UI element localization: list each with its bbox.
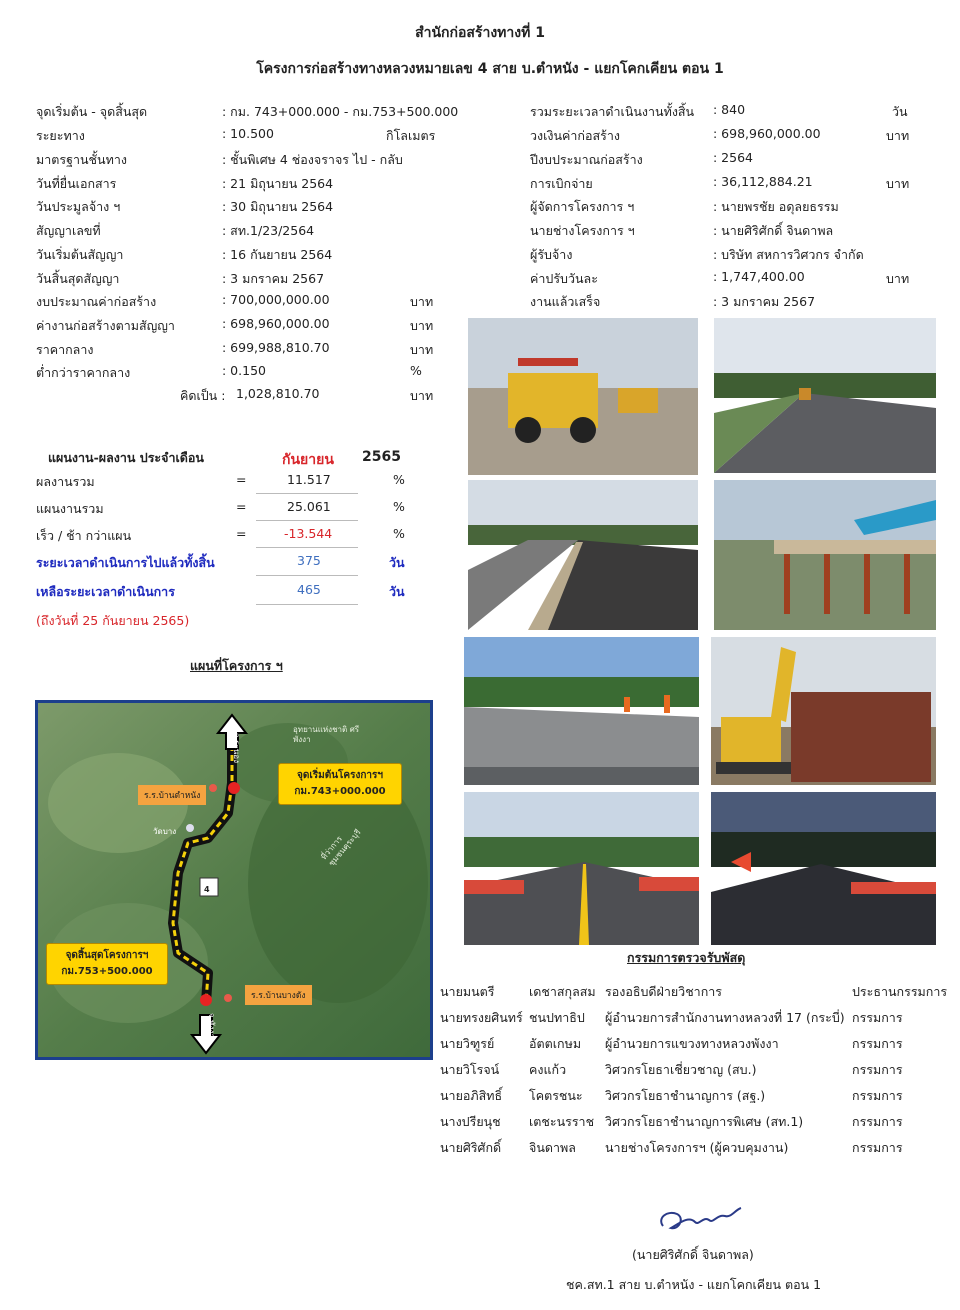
- divider: [256, 493, 358, 494]
- end-callout-title: จุดสิ้นสุดโครงการฯ: [65, 950, 149, 961]
- info-label: งานแล้วเสร็จ: [530, 294, 601, 309]
- divider: [256, 547, 358, 548]
- member-first-name: นายทรงยศินทร์: [440, 1010, 523, 1025]
- end-callout: [46, 943, 168, 985]
- info-label: วันเริ่มต้นสัญญา: [36, 247, 124, 262]
- school-tag-1: ร.ร.บ้านตำหนัง: [138, 785, 206, 805]
- member-first-name: นายอภิสิทธิ์: [440, 1088, 503, 1103]
- remaining-value: 465: [297, 582, 321, 597]
- plan-row-value: -13.544: [284, 526, 333, 541]
- info-unit: บาท: [410, 294, 434, 309]
- construction-photo-excavator: [711, 637, 936, 785]
- info-value: : นายพรชัย อดุลยธรรม: [713, 199, 839, 214]
- construction-photo-roller: [468, 318, 698, 475]
- info-label: ราคากลาง: [36, 342, 94, 357]
- member-role: กรรมการ: [852, 1036, 903, 1051]
- left-info-row: [36, 292, 446, 312]
- info-value: : ชั้นพิเศษ 4 ช่องจราจร ไป - กลับ: [222, 152, 403, 167]
- plan-row-label: เร็ว / ช้า กว่าแผน: [36, 528, 132, 543]
- member-position: วิศวกรโยธาเชี่ยวชาญ (สบ.): [605, 1062, 757, 1077]
- info-label: วันประมูลจ้าง ฯ: [36, 199, 121, 214]
- right-info-row: [530, 102, 915, 122]
- info-label: มาตรฐานชั้นทาง: [36, 152, 127, 167]
- right-info-row: [530, 174, 915, 194]
- right-info-row: [530, 126, 915, 146]
- info-value: : 30 มิถุนายน 2564: [222, 199, 334, 214]
- signature-image: [655, 1196, 745, 1238]
- plan-year: 2565: [362, 449, 401, 465]
- info-label: ค่าปรับวันละ: [530, 271, 598, 286]
- temple-label: วัดบาง: [153, 827, 177, 836]
- plan-row-unit: %: [393, 472, 405, 487]
- east-label: ที่ว่าการ ชุมชนคุระบุรี: [319, 827, 363, 868]
- plan-row-eq: =: [236, 499, 247, 514]
- project-title: โครงการก่อสร้างทางหลวงหมายเลข 4 สาย บ.ตำหนัง - แยกโคกเคียน ตอน 1: [256, 61, 724, 77]
- signer-name: (นายศิริศักดิ์ จินดาพล): [632, 1247, 754, 1262]
- member-role: กรรมการ: [852, 1140, 903, 1155]
- info-value: : 36,112,884.21: [713, 174, 813, 189]
- start-callout-title: จุดเริ่มต้นโครงการฯ: [296, 770, 384, 781]
- info-label: ค่างานก่อสร้างตามสัญญา: [36, 318, 175, 333]
- divider: [256, 520, 358, 521]
- right-info-row: [530, 292, 915, 312]
- info-value: : 700,000,000.00: [222, 292, 330, 307]
- right-info-row: [530, 245, 915, 265]
- info-label: วงเงินค่าก่อสร้าง: [530, 128, 620, 143]
- info-label: จุดเริ่มต้น - จุดสิ้นสุด: [36, 104, 148, 119]
- diff-unit: บาท: [410, 388, 434, 403]
- member-last-name: เดชาสกุลสม: [529, 984, 596, 999]
- info-value: : กม. 743+000.000 - กม.753+500.000: [222, 104, 459, 119]
- right-info-row: [530, 269, 915, 289]
- member-role: กรรมการ: [852, 1114, 903, 1129]
- left-info-row: [36, 269, 446, 289]
- office-title: สำนักก่อสร้างทางที่ 1: [415, 25, 545, 41]
- info-value: : 0.150: [222, 363, 266, 378]
- elapsed-label: ระยะเวลาดำเนินการไปแล้วทั้งสิ้น: [36, 555, 215, 570]
- info-value: : 1,747,400.00: [713, 269, 805, 284]
- info-unit: บาท: [410, 342, 434, 357]
- info-label: งบประมาณค่าก่อสร้าง: [36, 294, 157, 309]
- plan-row-label: ผลงานรวม: [36, 474, 95, 489]
- end-callout-km: กม.753+500.000: [61, 966, 153, 977]
- start-callout: [278, 763, 402, 805]
- info-unit: บาท: [886, 176, 910, 191]
- south-direction-label: จ.พังงา: [207, 1013, 216, 1038]
- info-value: : 699,988,810.70: [222, 340, 330, 355]
- left-info-row: [36, 150, 446, 170]
- member-role: กรรมการ: [852, 1088, 903, 1103]
- plan-row-value: 25.061: [287, 499, 331, 514]
- info-unit: บาท: [886, 128, 910, 143]
- left-info-row: [36, 102, 459, 122]
- info-value: : 3 มกราคม 2567: [222, 271, 325, 286]
- member-role: ประธานกรรมการ: [852, 984, 948, 999]
- elapsed-unit: วัน: [389, 555, 405, 570]
- plan-month: กันยายน: [282, 452, 334, 468]
- school-tag-2: ร.ร.บ้านบางดัง: [245, 985, 312, 1005]
- info-value: : 2564: [713, 150, 753, 165]
- footer-text: ชค.สท.1 สาย บ.ตำหนัง - แยกโคกเคียน ตอน 1: [566, 1277, 822, 1292]
- construction-photo-night-road: [711, 792, 936, 945]
- plan-row-value: 11.517: [287, 472, 331, 487]
- member-last-name: คงแก้ว: [529, 1062, 567, 1077]
- left-info-row: [36, 174, 446, 194]
- member-first-name: นางปรียนุช: [440, 1114, 501, 1129]
- info-value: : 3 มกราคม 2567: [713, 294, 816, 309]
- info-value: : 840: [713, 102, 746, 117]
- member-role: กรรมการ: [852, 1010, 903, 1025]
- park-label: อุทยานแห่งชาติ ศรีพังงา: [293, 725, 360, 744]
- left-info-row: [36, 126, 446, 146]
- member-position: นายช่างโครงการฯ (ผู้ควบคุมงาน): [605, 1140, 789, 1155]
- member-last-name: เตชะนรราช: [529, 1114, 595, 1129]
- info-value: : สท.1/23/2564: [222, 223, 315, 238]
- left-info-row: [36, 340, 446, 360]
- left-info-row: [36, 316, 446, 336]
- diff-row: [180, 386, 440, 406]
- member-position: รองอธิบดีฝ่ายวิชาการ: [605, 984, 723, 999]
- remaining-label: เหลือระยะเวลาดำเนินการ: [36, 584, 175, 599]
- info-label: ระยะทาง: [36, 128, 85, 143]
- left-info-row: [36, 245, 446, 265]
- plan-row-eq: =: [236, 526, 247, 541]
- construction-photo-finished-road: [464, 792, 699, 945]
- info-unit: กิโลเมตร: [386, 128, 436, 143]
- info-value: : บริษัท สหการวิศวกร จำกัด: [713, 247, 864, 262]
- info-unit: บาท: [410, 318, 434, 333]
- construction-photo-paved-road: [714, 318, 936, 473]
- member-position: วิศวกรโยธาชำนาญการพิเศษ (สท.1): [605, 1114, 804, 1129]
- info-label: ปีงบประมาณก่อสร้าง: [530, 152, 643, 167]
- diff-label: คิดเป็น :: [180, 388, 226, 403]
- member-position: ผู้อำนวยการแขวงทางหลวงพังงา: [605, 1036, 779, 1051]
- divider: [256, 604, 358, 605]
- member-position: ผู้อำนวยการสำนักงานทางหลวงที่ 17 (กระบี่): [605, 1010, 845, 1025]
- plan-row-label: แผนงานรวม: [36, 501, 104, 516]
- info-unit: วัน: [892, 104, 908, 119]
- member-position: วิศวกรโยธาชำนาญการ (สฐ.): [605, 1088, 766, 1103]
- member-last-name: จินดาพล: [529, 1140, 576, 1155]
- member-first-name: นายมนตรี: [440, 984, 495, 999]
- asof-date: (ถึงวันที่ 25 กันยายน 2565): [36, 613, 190, 628]
- info-label: ผู้รับจ้าง: [530, 247, 573, 262]
- remaining-unit: วัน: [389, 584, 405, 599]
- route-number: 4: [204, 885, 210, 894]
- info-label: วันสิ้นสุดสัญญา: [36, 271, 120, 286]
- info-label: ต่ำกว่าราคากลาง: [36, 365, 131, 380]
- committee-title: กรรมการตรวจรับพัสดุ: [627, 950, 746, 965]
- left-info-row: [36, 221, 446, 241]
- left-info-row: [36, 363, 446, 383]
- info-label: สัญญาเลขที่: [36, 223, 101, 238]
- north-direction-label: จ.ระนอง: [232, 733, 241, 764]
- left-info-row: [36, 197, 446, 217]
- member-role: กรรมการ: [852, 1062, 903, 1077]
- info-value: : 698,960,000.00: [713, 126, 821, 141]
- info-value: : 10.500: [222, 126, 274, 141]
- start-callout-km: กม.743+000.000: [294, 786, 386, 797]
- info-label: วันที่ยื่นเอกสาร: [36, 176, 117, 191]
- plan-row-eq: =: [236, 472, 247, 487]
- info-unit: บาท: [886, 271, 910, 286]
- member-first-name: นายวิโรจน์: [440, 1062, 500, 1077]
- project-map: [35, 700, 433, 1060]
- info-value: : 698,960,000.00: [222, 316, 330, 331]
- plan-row-unit: %: [393, 499, 405, 514]
- member-first-name: นายศิริศักดิ์: [440, 1140, 502, 1155]
- divider: [256, 575, 358, 576]
- info-value: : 21 มิถุนายน 2564: [222, 176, 334, 191]
- construction-photo-bridge: [714, 480, 936, 630]
- elapsed-value: 375: [297, 553, 321, 568]
- member-last-name: โคตรชนะ: [529, 1088, 583, 1103]
- right-info-row: [530, 197, 915, 217]
- info-label: ผู้จัดการโครงการ ฯ: [530, 199, 635, 214]
- diff-value: 1,028,810.70: [236, 386, 320, 401]
- info-value: : 16 กันยายน 2564: [222, 247, 333, 262]
- map-title: แผนที่โครงการ ฯ: [190, 658, 283, 673]
- info-label: รวมระยะเวลาดำเนินงานทั้งสิ้น: [530, 104, 695, 119]
- info-label: นายช่างโครงการ ฯ: [530, 223, 635, 238]
- member-first-name: นายวิฑูรย์: [440, 1036, 495, 1051]
- construction-photo-asphalt: [468, 480, 698, 630]
- info-unit: %: [410, 363, 422, 378]
- info-label: การเบิกจ่าย: [530, 176, 593, 191]
- member-last-name: ชนปทาธิป: [529, 1010, 585, 1025]
- right-info-row: [530, 150, 915, 170]
- construction-photo-concrete: [464, 637, 699, 785]
- plan-row-unit: %: [393, 526, 405, 541]
- right-info-row: [530, 221, 915, 241]
- info-value: : นายศิริศักดิ์ จินดาพล: [713, 223, 834, 238]
- member-last-name: อัตตเกษม: [529, 1036, 582, 1051]
- plan-title: แผนงาน-ผลงาน ประจำเดือน: [48, 450, 204, 465]
